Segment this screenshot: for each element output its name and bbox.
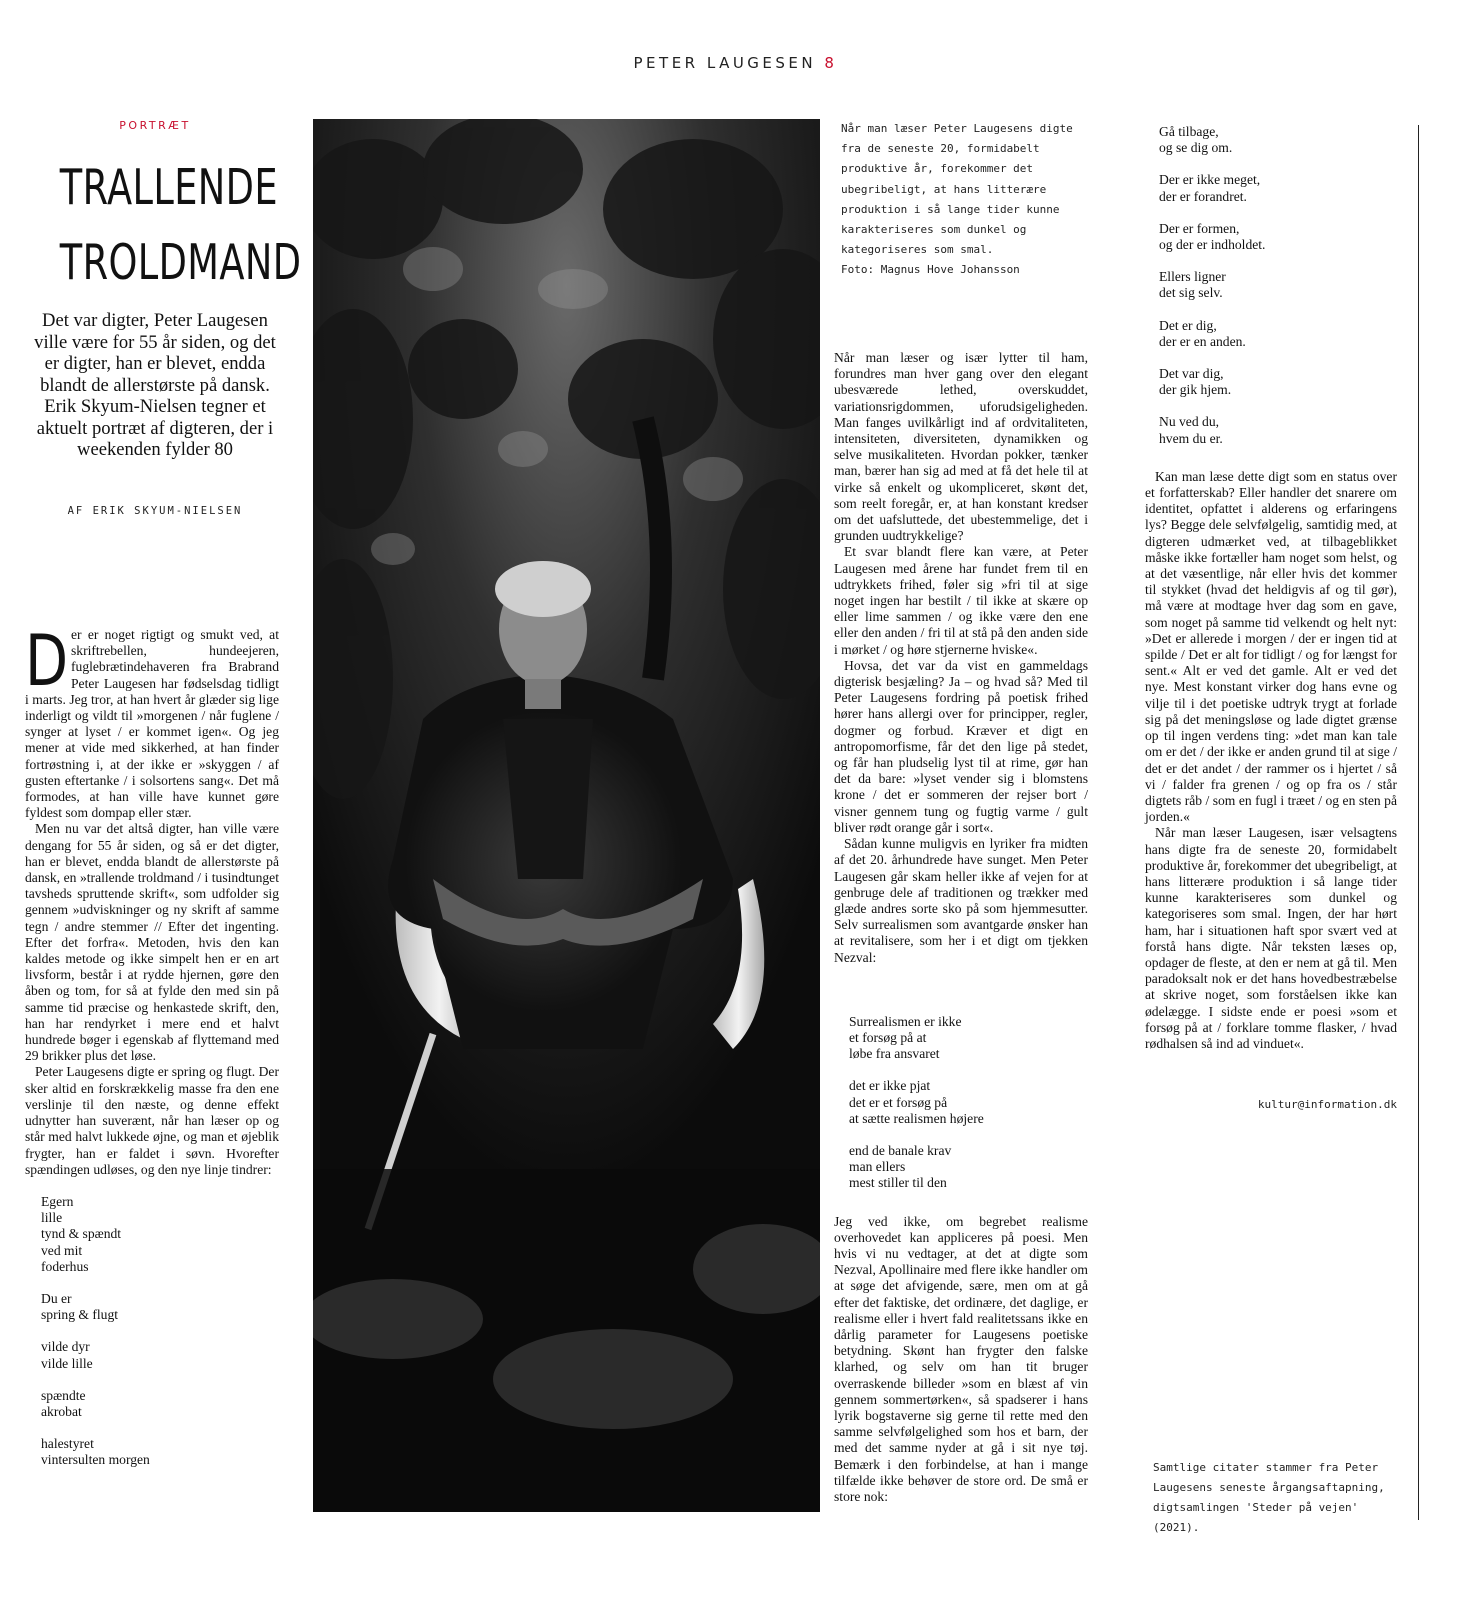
poem-stanza (849, 1078, 1088, 1127)
poem-line: end de banale krav (849, 1142, 952, 1158)
paragraph: Når man læser Laugesen, især velsagtens hans digte fra de seneste 20, formidabelt produktive år, forekommer det ubegribeligt, at hans litterære produktion i så lange tider kunne karakteriseres som dunkel og kategoriseres som smal. Ingen, der har hørt ham, har i situationen haft spor svært ved at forstå hans digte. Når teksten læses op, opdager de fleste, at den er nem at gå til. Men paradoksalt nok er det hans hovedbestræbelse at skrive noget, som forståelsen ikke kan ødelægge. I sidste ende er poesi »som et forsøg på at / forklare tomme flasker, / hvad rødhalsen så ind ad vinduet«. (1145, 825, 1397, 1051)
poem-stanza (1159, 269, 1397, 301)
poem-line: det sig selv. (1159, 285, 1223, 301)
contact-email: kultur@information.dk (1257, 1098, 1397, 1111)
byline: AF ERIK SKYUM-NIELSEN (67, 505, 243, 517)
poem-line: Det var dig, (1159, 366, 1224, 382)
poem-line: og der er indholdet. (1159, 237, 1266, 253)
poem-stanza (41, 1339, 279, 1371)
poem-line: vintersulten morgen (41, 1452, 150, 1468)
poem-line: Ellers ligner (1159, 269, 1226, 285)
paragraph: Men nu var det altså digter, han ville være dengang for 55 år siden, og så er det digter, han er blevet, endda blandt de allerstørste på dansk, en »trallende troldmand / i tusindtunget tavsheds spruttende skrift«, som udfolder sig gennem »udviskninger og ny skrift af samme tegn / andre stemmer // Efter det ingenting. Efter det forfra«. Metoden, hvis den kan kaldes metode og ikke simpelt hen er en art livsform, består i at rydde hjernen, gøre den åben og tom, for så at fylde den med sin på samme tid præcise og henkastede skrift, den, han har rendyrket i mere end et halvt hundrede bøger i egenskab af flyttemand med 29 brikker plus det løse. (25, 821, 279, 1064)
kicker: PORTRÆT (119, 119, 191, 132)
poem-line: vilde dyr (41, 1339, 90, 1355)
paragraph: Jeg ved ikke, om begrebet realisme overhovedet kan appliceres på poesi. Men hvis vi nu vedtager, at det at digte som Nezval, Apollinaire med flere ikke handler om at søge det afvigende, sære, men om at gå efter det faktiske, det ordinære, det daglige, er realisme eller i hvert fald realitetssans ikke en dårlig parameter for Laugesens poetiske betydning. Skønt han frygter den falske klarhed, og selv om han tit bruger overraskende billeder »som en blæst af vin gennem sommertørken«, så spadserer i hans lyrik bogstaverne sig gerne til rette med den samme selvfølgelighed som hos et barn, der med det samme nyder at gå i sit nye tøj. Bemærk i den forbindelse, at han i mange tilfælde ikke behøver de store ord. De små er store nok: (834, 1213, 1088, 1504)
poem-line: Gå tilbage, (1159, 124, 1219, 139)
poem-line: der er en anden. (1159, 333, 1246, 349)
poem-line: lille (41, 1210, 63, 1226)
body-column-4 (1145, 124, 1397, 1052)
headline-line-1: TRALLENDE (59, 159, 278, 216)
poem-line: vilde lille (41, 1355, 93, 1371)
poem-stanza (41, 1194, 279, 1275)
poem-line: akrobat (41, 1403, 82, 1419)
paragraph: Når man læser og især lytter til ham, forundres man hver gang over den elegant ubesværede lethed, overskuddet, variationsrigdommen, uforudsigeligheden. Man fanges uvilkårligt ind af ordvitaliteten, intensiteten, diversiteten, dynamikken og selve musikaliteten. Hvordan pokker, tænker man, bærer han sig ad med at få det hele til at virke så enkelt og ukompliceret, skønt det, som reelt foregår, er, at han konstant kredser om det uafsluttede, det ubestemmelige, det i grunden uudtrykkelige? (834, 350, 1088, 544)
poem-line: og se dig om. (1159, 140, 1233, 156)
poem-line: Nu ved du, (1159, 414, 1220, 430)
poem-line: det er ikke pjat (849, 1078, 931, 1094)
poem-line: der gik hjem. (1159, 382, 1232, 398)
drop-cap: D (25, 620, 69, 702)
page-number: 8 (824, 54, 838, 72)
poem-line: Der er ikke meget, (1159, 172, 1261, 188)
poem-line: der er forandret. (1159, 188, 1247, 204)
body-column-1 (25, 620, 279, 1485)
body-column-3 (834, 350, 1088, 1505)
poem-line: løbe fra ansvaret (849, 1046, 940, 1062)
paragraph: Et svar blandt flere kan være, at Peter Laugesen med årene har fundet frem til en udtrykkets frihed, føler sig »fri til at sige noget ingen har bestilt / til ikke at skære op eller lime sammen / og ikke være den ene eller den anden / fri til at stå på den anden side i mørket / og høre stjernerne hviske«. (834, 544, 1088, 657)
caption-text: Når man læser Peter Laugesens digte fra de seneste 20, formidabelt produktive år, forekommer det ubegribeligt, at hans litterære produktion i så lange tider kunne karakteriseres som dunkel og kategoriseres som smal. (841, 122, 1073, 257)
column-divider (1418, 125, 1419, 1520)
poem-line: Der er formen, (1159, 220, 1240, 236)
paragraph (25, 620, 279, 821)
poem-line: Egern (41, 1193, 74, 1209)
standfirst: Det var digter, Peter Laugesen ville være for 55 år siden, og det er digter, han er blevet, endda blandt de allerstørste på dansk. Erik Skyum-Nielsen tegner et aktuelt portræt af digteren, der i weekenden fylder 80 (34, 310, 276, 460)
poem-stanza (41, 1436, 279, 1468)
headline-line-2: TROLDMAND (59, 234, 302, 291)
poem-line: tynd & spændt (41, 1226, 122, 1242)
paragraph: Kan man læse dette digt som en status over et forfatterskab? Eller handler det snarere om identitet, opfattet i alderens og erfaringens lys? Begge dele selvfølgelig, samtidig med, at digteren udmærket ved, at tilbageblikket måske ikke fortæller ham noget som helst, og at det væsentlige, når eller hvis det kommer til stykket (hvad det heldigvis af og til gør), må være at modtage hver dag som en gave, som noget på samme tid velkendt og helt nyt: »Det er allerede i morgen / der er ingen tid at spilde / Det er alt for tidligt / og for længst for sent.« Alt er ved det gamle. Alt er ved det nye. Mest konstant virker dog hans evne og vilje til i det poetiske udtryk trygt at forlade sig på det meningsløse og lade digtet grænse op til ingen verdens ting: »det man kan tale om er det / der ikke er anden grund til at sige / det er det andet / der rammer os i hjertet / så vi / falder fra grenen / og op fra os / står digtets råb / som en fugl i træet / og en sten på jorden.« (1145, 468, 1397, 825)
poem-stanza (1159, 318, 1397, 350)
paragraph: Sådan kunne muligvis en lyriker fra midten af det 20. århundrede have sunget. Men Peter Laugesen går skam heller ikke af vejen for at genbruge dele af traditionen og trækker med glæde andres sorte sko på som hjemmesutter. Selv surrealismen som avantgarde ønsker han at revitalisere, som her i et digt om tjekken Nezval: (834, 836, 1088, 965)
poem-line: at sætte realismen højere (849, 1110, 984, 1126)
poem-line: man ellers (849, 1159, 906, 1175)
poem-stanza (1159, 172, 1397, 204)
poem-stanza (41, 1388, 279, 1420)
poem-line: et forsøg på at (849, 1029, 927, 1045)
poem-egern (41, 1194, 279, 1469)
poem-line: Du er (41, 1290, 72, 1306)
poem-line: halestyret (41, 1436, 94, 1452)
footnote: Samtlige citater stammer fra Peter Laugesens seneste årgangsaftapning, digtsamlingen 'Steder på vejen' (2021). (1153, 1461, 1385, 1534)
photo-caption (841, 119, 1096, 281)
poem-stanza (1159, 124, 1397, 156)
poem-stanza (1159, 414, 1397, 446)
poem-line: mest stiller til den (849, 1175, 947, 1191)
headline (59, 150, 302, 300)
poem-surrealismen (849, 1014, 1088, 1192)
poem-line: spring & flugt (41, 1307, 119, 1323)
poem-stanza (849, 1014, 1088, 1063)
section-name: PETER LAUGESEN (633, 54, 817, 72)
paragraph: Peter Laugesens digte er spring og flugt. Der sker altid en forskrækkelig masse fra den ene verslinje til den næste, og denne effekt udnytter han suverænt, når han læser op og står med halvt lukkede øjne, og man et øjeblik frygter, han er faldet i søvn. Hvorefter spændingen udløses, og den nye linje tindrer: (25, 1064, 279, 1177)
portrait-photo (313, 119, 820, 1512)
page-header (0, 54, 1471, 72)
poem-stanza (1159, 221, 1397, 253)
poem-line: hvem du er. (1159, 430, 1223, 446)
poem-line: det er et forsøg på (849, 1094, 948, 1110)
paragraph: Hovsa, det var da vist en gammeldags digterisk besjæling? Ja – og hvad så? Med til Peter Laugesens fordring på poetisk frihed hører hans allergi over for principper, regler, dogmer og forbud. Kræver et digt en antropomorfisme, får det den lige på stedet, og får han pludselig lyst til at rime, gør han det da bare: »lyset vender sig i blomstens krone / det er sommeren der rejser bort / visner gennem tung og fugtig varme / gult bliver rødt orange går i sort«. (834, 657, 1088, 835)
poem-gaa-tilbage (1159, 124, 1397, 447)
photo-credit: Foto: Magnus Hove Johansson (841, 263, 1020, 277)
poem-stanza (41, 1291, 279, 1323)
poem-line: foderhus (41, 1258, 89, 1274)
poem-line: Det er dig, (1159, 317, 1217, 333)
poem-line: Surrealismen er ikke (849, 1013, 962, 1029)
poem-stanza (1159, 366, 1397, 398)
poem-line: spændte (41, 1387, 86, 1403)
paragraph-text: er er noget rigtigt og smukt ved, at skriftrebellen, hundeejeren, fuglebrætindehaveren fra Brabrand Peter Laugesen har fødselsdag tidligt i marts. Jeg tror, at han hvert år glæder sig lige inderligt og vildt til »morgenen / når fuglene / synger at lyset / er kommet igen«. Og jeg mener at vide med sikkerhed, at han finder fortrøstning i, at der ikke er »skyggen / af gusten eftertanke / i solsortens sang«. Det må formodes, at han ville have kunnet gøre fyldest som dompap eller stær. (25, 627, 279, 821)
poem-line: ved mit (41, 1242, 83, 1258)
poem-stanza (849, 1143, 1088, 1192)
